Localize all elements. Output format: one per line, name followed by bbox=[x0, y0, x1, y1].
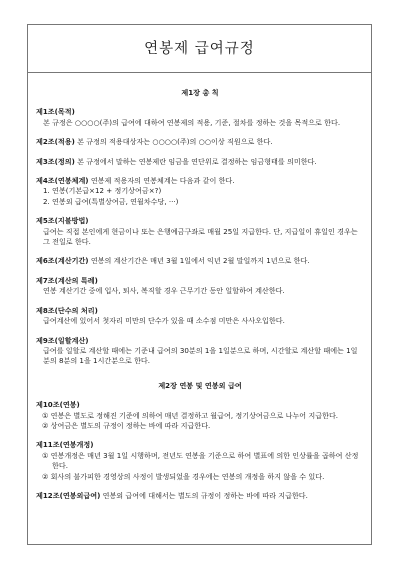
article-item: ② 회사의 불가피한 경영상의 사정이 발생되었을 경우에는 연봉의 개정을 하지 않을 수 있다. bbox=[42, 471, 325, 481]
article-4 bbox=[36, 176, 364, 207]
article-text: 연봉제 적용자의 연봉체계는 다음과 같이 한다. bbox=[90, 176, 235, 186]
article-title: 제5조(지불방법) bbox=[36, 216, 89, 226]
article-title: 제2조(적용) bbox=[36, 137, 75, 147]
article-text: 급여를 일할로 계산할 때에는 기준내 급여의 30분의 1을 1일분으로 하며, 시간할로 계산할 때에는 1일분의 8분의 1을 1시간분으로 한다. bbox=[43, 345, 358, 366]
article-title: 제8조(단수의 처리) bbox=[36, 305, 98, 315]
article-item: 1. 연봉(기본급×12 + 정기상여금×?) bbox=[43, 186, 162, 196]
article-text: 급여계산에 있어서 첫자리 미만의 단수가 있을 때 소수점 미만은 사사오입한다. bbox=[43, 316, 285, 326]
article-text: 연봉외 급여에 대해서는 별도의 규정이 정하는 바에 따라 지급한다. bbox=[102, 490, 308, 500]
article-12 bbox=[36, 491, 364, 501]
article-title: 제6조(계산기간) bbox=[36, 256, 89, 266]
article-item: 2. 연봉외 급여(특별상여금, 연월차수당, ···) bbox=[43, 196, 179, 206]
article-2 bbox=[36, 137, 364, 147]
article-text: 본 규정에서 말하는 연봉제란 임금을 연단위로 결정하는 임금형태를 의미한다. bbox=[77, 156, 317, 166]
chapter-heading: 제1장 총 칙 bbox=[181, 88, 219, 97]
article-10 bbox=[36, 400, 364, 431]
article-3 bbox=[36, 157, 364, 167]
article-item: ② 상여금은 별도의 규정이 정하는 바에 따라 지급한다. bbox=[42, 420, 211, 430]
chapter-heading: 제2장 연봉 및 연봉외 급여 bbox=[158, 380, 242, 390]
article-title: 제7조(계산의 특례) bbox=[36, 275, 98, 285]
article-title: 제11조(연봉개정) bbox=[36, 440, 94, 450]
article-7 bbox=[36, 276, 364, 297]
article-1 bbox=[36, 107, 364, 128]
article-title: 제9조(일할계산) bbox=[36, 335, 89, 345]
article-title: 제10조(연봉) bbox=[36, 400, 80, 410]
article-5 bbox=[36, 216, 364, 247]
article-text: 본 규정은 ○○○○(주)의 급여에 대하여 연봉제의 적용, 기준, 절차를 정하는 것을 목적으로 한다. bbox=[43, 117, 341, 127]
article-title: 제3조(정의) bbox=[36, 156, 75, 166]
article-item: ① 연봉은 별도로 정해진 기준에 의하여 매년 결정하고 월급여, 정기상여금으로 나누어 지급한다. bbox=[42, 410, 339, 420]
document-body bbox=[36, 88, 364, 510]
article-11 bbox=[36, 440, 364, 482]
article-text: 연봉 계산기간 중에 입사, 퇴사, 복직할 경우 근무기간 동안 일할하여 계산한다. bbox=[43, 286, 285, 296]
article-text: 본 규정의 적용대상자는 ○○○○(주)의 ○○이상 직원으로 한다. bbox=[77, 137, 273, 147]
article-title: 제12조(연봉외급여) bbox=[36, 490, 101, 500]
article-item: ① 연봉개정은 매년 3월 1일 시행하며, 전년도 연봉을 기준으로 하여 별표에 의한 인상률을 곱하여 산정한다. bbox=[42, 450, 359, 471]
article-title: 제4조(연봉체계) bbox=[36, 176, 89, 186]
article-text: 연봉의 계산기간은 매년 3월 1일에서 익년 2월 말일까지 1년으로 한다. bbox=[90, 256, 310, 266]
article-text: 급여는 직접 본인에게 현금이나 또는 은행예금구좌로 매월 25일 지급한다. 단, 지급일이 휴일인 경우는 그 전일로 한다. bbox=[43, 226, 358, 247]
article-6 bbox=[36, 256, 364, 266]
article-8 bbox=[36, 306, 364, 327]
document-title: 연봉제 급여규정 bbox=[28, 25, 371, 73]
article-9 bbox=[36, 336, 364, 367]
article-title: 제1조(목적) bbox=[36, 107, 75, 117]
